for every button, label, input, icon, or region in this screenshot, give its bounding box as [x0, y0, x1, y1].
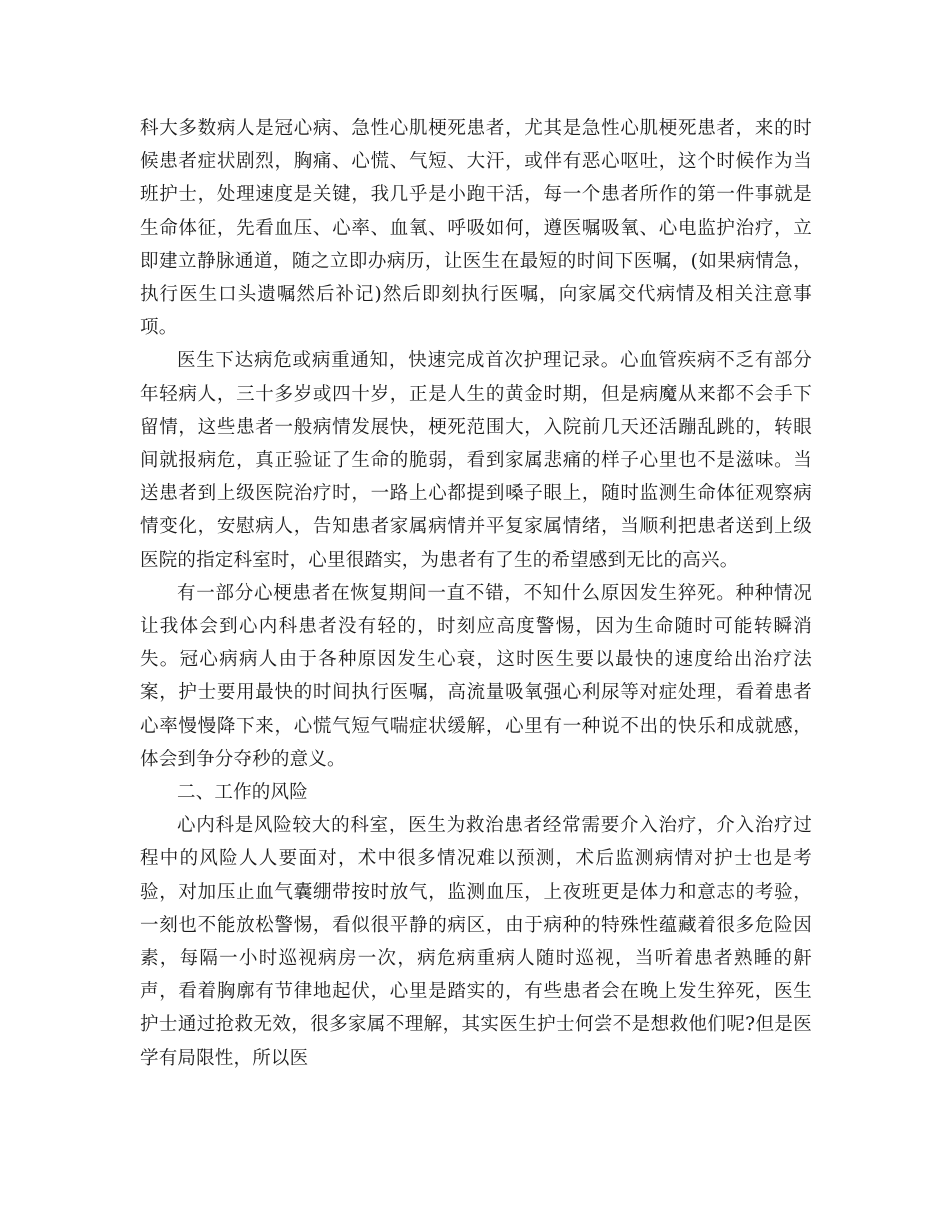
paragraph-1: 科大多数病人是冠心病、急性心肌梗死患者，尤其是急性心肌梗死患者，来的时候患者症状剧烈，胸痛、心慌、气短、大汗，或伴有恶心呕吐，这个时候作为当班护士，处理速度是关键，我几乎是小跑干活，每一个患者所作的第一件事就是生命体征，先看血压、心率、血氧、呼吸如何，遵医嘱吸氧、心电监护治疗，立即建立静脉通道，随之立即办病历，让医生在最短的时间下医嘱，(如果病情急，执行医生口头遗嘱然后补记)然后即刻执行医嘱，向家属交代病情及相关注意事项。	[140, 118, 812, 339]
paragraph-2: 医生下达病危或病重通知，快速完成首次护理记录。心血管疾病不乏有部分年轻病人，三十多岁或四十岁，正是人生的黄金时期，但是病魔从来都不会手下留情，这些患者一般病情发展快，梗死范围大，入院前几天还活蹦乱跳的，转眼间就报病危，真正验证了生命的脆弱，看到家属悲痛的样子心里也不是滋味。当送患者到上级医院治疗时，一路上心都提到嗓子眼上，随时监测生命体征观察病情变化，安慰病人，告知患者家属病情并平复家属情绪，当顺利把患者送到上级医院的指定科室时，心里很踏实，为患者有了生的希望感到无比的高兴。	[140, 350, 812, 571]
paragraph-4: 心内科是风险较大的科室，医生为救治患者经常需要介入治疗，介入治疗过程中的风险人人要面对，术中很多情况难以预测，术后监测病情对护士也是考验，对加压止血气囊绷带按时放气，监测血压，上夜班更是体力和意志的考验，一刻也不能放松警惕，看似很平静的病区，由于病种的特殊性蕴藏着很多危险因素，每隔一小时巡视病房一次，病危病重病人随时巡视，当听着患者熟睡的鼾声，看着胸廓有节律地起伏，心里是踏实的，有些患者会在晚上发生猝死，医生护士通过抢救无效，很多家属不理解，其实医生护士何尝不是想救他们呢?但是医学有局限性，所以医	[140, 815, 812, 1069]
paragraph-3: 有一部分心梗患者在恢复期间一直不错，不知什么原因发生猝死。种种情况让我体会到心内科患者没有轻的，时刻应高度警惕，因为生命随时可能转瞬消失。冠心病病人由于各种原因发生心衰，这时医生要以最快的速度给出治疗法案，护士要用最快的时间执行医嘱，高流量吸氧强心利尿等对症处理，看着患者心率慢慢降下来，心慌气短气喘症状缓解，心里有一种说不出的快乐和成就感，体会到争分夺秒的意义。	[140, 582, 812, 770]
section-heading-risk: 二、工作的风险	[177, 782, 308, 804]
document-body	[140, 112, 812, 1075]
